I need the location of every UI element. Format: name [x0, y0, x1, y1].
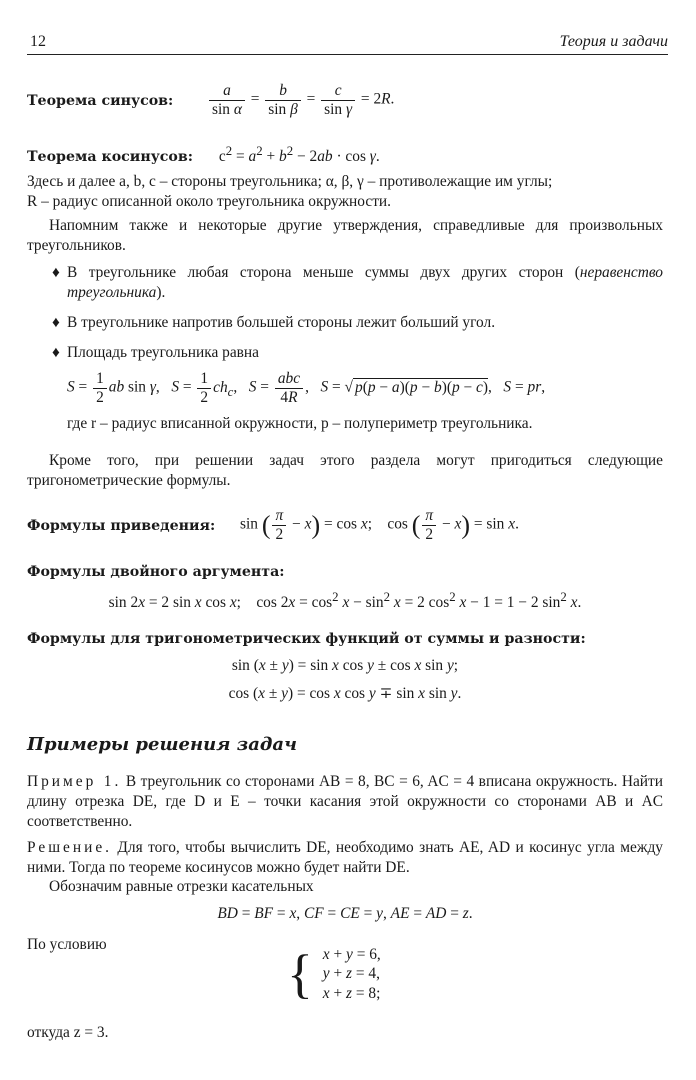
example-1: [27, 772, 663, 832]
bullet-1-italic: неравенство треугольника: [67, 264, 663, 302]
notation-paragraph: [27, 172, 663, 212]
bullet-1-end: ).: [156, 284, 166, 302]
bullet-3-text: Площадь треугольника равна: [67, 344, 259, 361]
reduction-formulas: [27, 507, 663, 551]
sine-theorem-formula: $\frac{a}{\text{sin α}}$ = $\frac{b}{\text{sin β}}$ = $\frac{c}{\text{sin γ}}$ = 2R.: [207, 82, 394, 118]
sum-formula-sin: sin (x ± y) = sin x cos y ± cos x sin y;: [231, 657, 459, 675]
bullet-icon: ♦: [52, 264, 60, 281]
intro-paragraph: Напомним также и некоторые другие утверждения, справедливые для произвольных треугольников.: [27, 217, 663, 255]
trig-intro: Кроме того, при решении задач этого раздела могут пригодиться следующие тригонометрические формулы.: [27, 452, 663, 490]
double-formula: sin 2x = 2 sin x cos x; $\cos 2x = \cos^2 x - \sin^2 x = 2$ $\cos^2 x - 1 = 1 - 2$ $\sin^2 x$.: [108, 590, 582, 612]
sum-title: Формулы для тригонометрических функций от суммы и разности:: [27, 631, 586, 647]
reduction-title: Формулы приведения:: [27, 518, 216, 534]
double-title: Формулы двойного аргумента:: [27, 564, 285, 580]
bullet-3: [27, 343, 663, 363]
denote-line: Обозначим равные отрезки касательных: [49, 878, 314, 895]
running-title: Теория и задачи: [559, 33, 668, 50]
reduction-formula: sin ( $\frac{\pi}{2}$ − x) = cos x; cos ( $\frac{\pi}{2}$ − x) = sin x.: [240, 507, 519, 543]
section-title: Примеры решения задач: [27, 734, 297, 755]
bullet-icon: ♦: [52, 344, 60, 361]
bullet-2-text: В треугольнике напротив большей стороны лежит больший угол.: [67, 314, 496, 331]
sine-theorem: [27, 82, 663, 122]
area-formulas: S = $\frac{1}{2}$ ab sin γ, S = $\frac{1}{2}$ $ch_c$, S = $\frac{\text{abc}}{4R}$ , S = √ p(p − a)(p − b)(p − c), S = pr,: [67, 370, 546, 406]
area-note: где r – радиус вписанной окружности, p – полупериметр треугольника.: [67, 415, 533, 432]
sum-formula-cos: cos (x ± y) = cos x cos y ∓ sin x sin y.: [228, 685, 462, 703]
sum-difference: [27, 630, 663, 704]
cosine-theorem-formula: $c^2 = a^2 + b^2 - 2ab \cdot \cos \gamma$.: [218, 144, 380, 166]
by-condition: По условию: [27, 936, 107, 953]
equation-system: { x + y = 6, y + z = 4, x + z = 8;: [287, 943, 381, 1004]
sine-theorem-title: Теорема синусов:: [27, 93, 174, 109]
bullet-1-text: В треугольнике любая сторона меньше суммы двух других сторон (: [67, 264, 580, 281]
page-number: 12: [30, 33, 46, 50]
cosine-theorem: [27, 143, 663, 167]
solution-text: Для того, чтобы вычислить DE, необходимо знать AE, AD и косинус угла между ними. Тогда по теореме косинусов можно будет найти DE.: [27, 839, 663, 877]
solution: [27, 838, 663, 878]
bullet-2: [27, 313, 663, 333]
double-argument: [27, 563, 663, 614]
whence-line: откуда z = 3.: [27, 1024, 109, 1041]
tangent-equalities: BD = BF = x, CF = CE = y, AE = AD = z.: [217, 905, 473, 922]
page-header: [27, 32, 668, 55]
bullet-icon: ♦: [52, 314, 60, 331]
notation-line-2: R – радиус описанной около треугольника окружности.: [27, 193, 392, 211]
cosine-theorem-title: Теорема косинусов:: [27, 149, 193, 166]
bullet-1: [27, 263, 663, 303]
solution-label: Решение.: [27, 839, 113, 856]
notation-line-1: Здесь и далее a, b, c – стороны треугольника; α, β, γ – противолежащие им углы;: [27, 173, 553, 190]
example-text: В треугольник со сторонами AB = 8, BC = 6, AC = 4 вписана окружность. Найти длину отрезка DE, где D и E – точки касания этой окружности со сторонами AB и AC соответственно.: [27, 773, 663, 831]
example-label: Пример 1.: [27, 773, 122, 790]
brace-icon: {: [287, 943, 313, 1004]
